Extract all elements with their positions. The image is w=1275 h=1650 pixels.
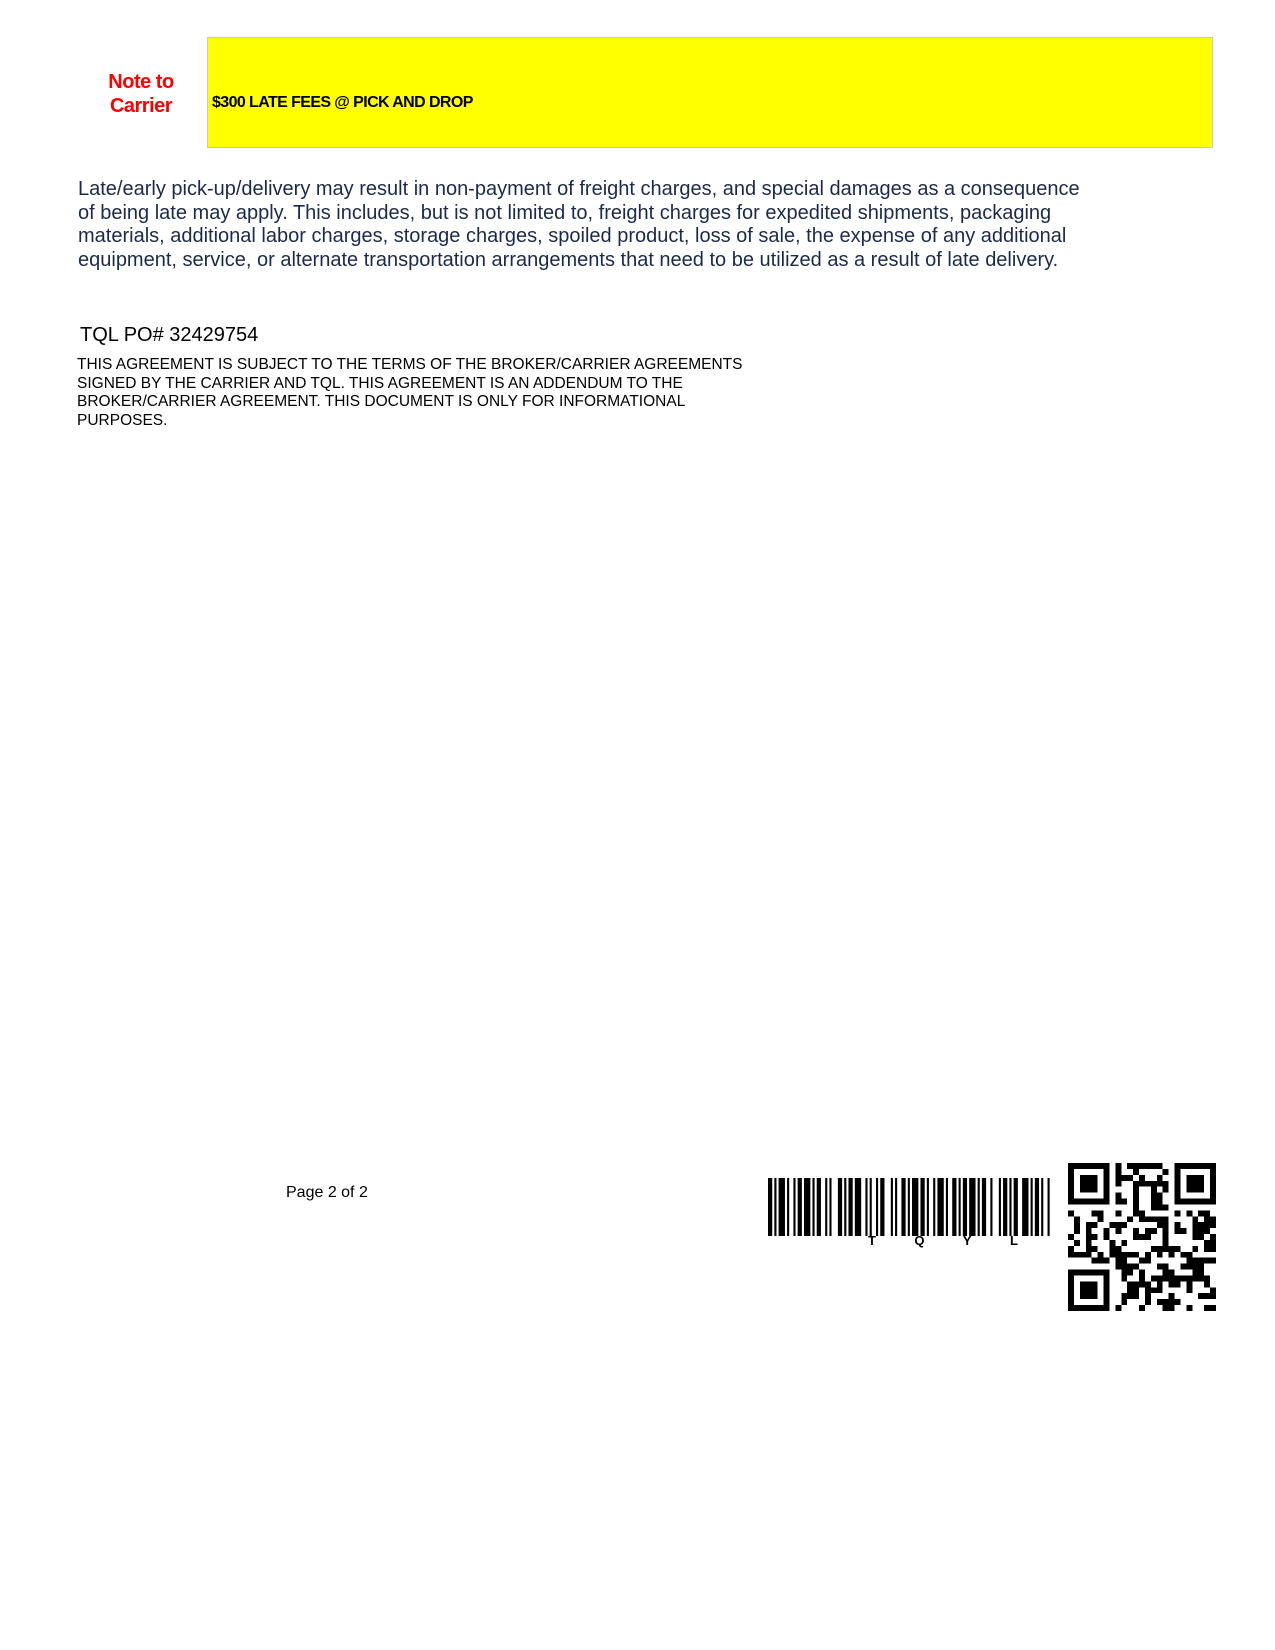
barcode-letters xyxy=(868,1233,1018,1248)
barcode-letter: T xyxy=(868,1233,876,1248)
note-to-carrier-label: Note to Carrier xyxy=(108,71,174,117)
page-number: Page 2 of 2 xyxy=(286,1184,368,1201)
agreement-disclaimer: THIS AGREEMENT IS SUBJECT TO THE TERMS OF THE BROKER/CARRIER AGREEMENTS SIGNED BY THE CARRIER AND TQL. THIS AGREEMENT IS AN ADDENDUM TO THE BROKER/CARRIER AGREEMENT. THIS DOCUMENT IS ONLY FOR INFORMATIONAL PURPOSES. xyxy=(77,356,743,429)
barcode-icon xyxy=(768,1178,1056,1236)
po-number: TQL PO# 32429754 xyxy=(80,324,259,346)
barcode-letter: Q xyxy=(914,1233,925,1248)
qr-code-icon xyxy=(1068,1163,1216,1311)
barcode-letter: Y xyxy=(962,1233,972,1248)
note-to-carrier-box xyxy=(207,37,1213,148)
late-delivery-paragraph: Late/early pick-up/delivery may result in non-payment of freight charges, and special damages as a consequence of being late may apply. This includes, but is not limited to, freight charges for expedited shipments, packaging materials, additional labor charges, storage charges, spoiled product, loss of sale, the expense of any additional equipment, service, or alternate transportation arrangements that need to be utilized as a result of late delivery. xyxy=(78,178,1080,271)
barcode-letter: L xyxy=(1010,1233,1018,1248)
note-to-carrier-text: $300 LATE FEES @ PICK AND DROP xyxy=(212,94,473,111)
